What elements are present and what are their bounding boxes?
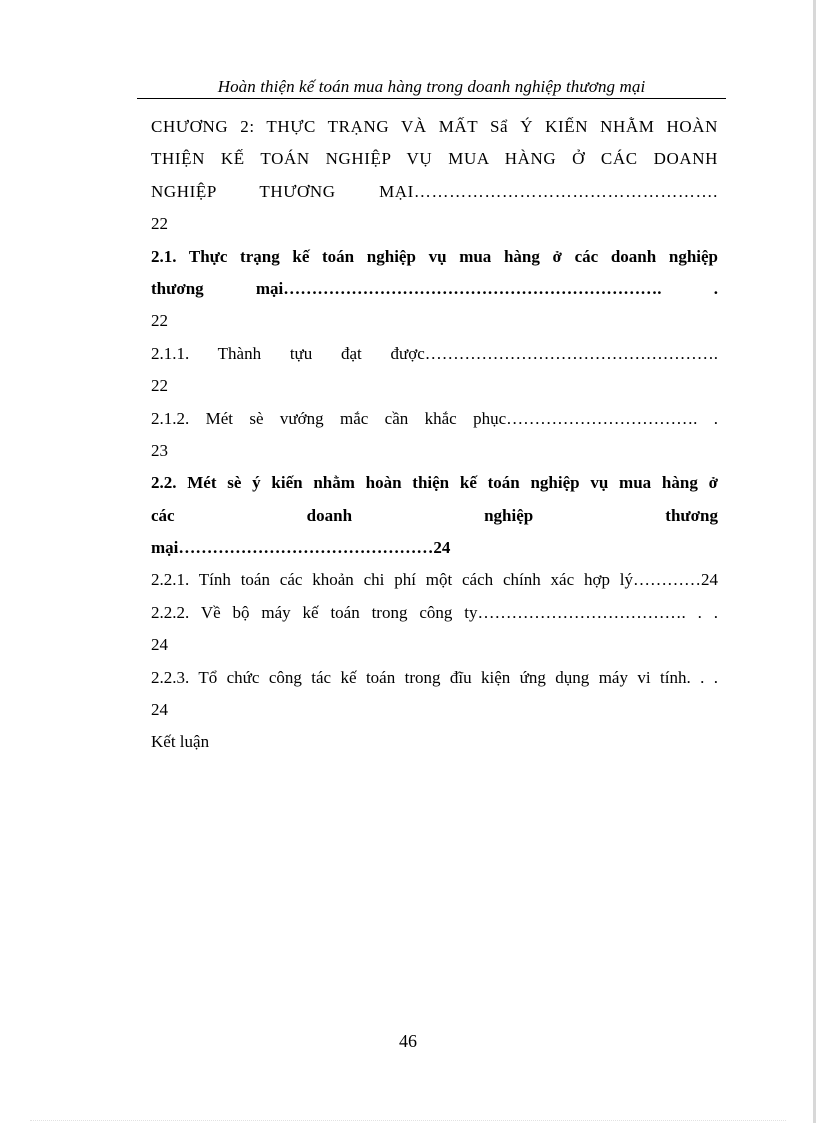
toc-line-chapter-2-part-3: NGHIỆP THƯƠNG MẠI……………………………………………. [151,181,718,201]
running-header: Hoàn thiện kế toán mua hàng trong doanh nghiệp thương mại [137,76,726,99]
toc-line-section-2-2-part-2: các doanh nghiệp thương [151,505,718,525]
toc-page-number: 22 [151,214,168,234]
toc-line-section-2-2-1: 2.2.1. Tính toán các khoản chi phí một cách chính xác hợp lý…………24 [151,570,718,590]
toc-page-number: 24 [151,700,168,720]
toc-line-section-2-2-2: 2.2.2. Về bộ máy kế toán trong công ty………………………………. . . [151,602,718,622]
toc-line-section-2-2-3: 2.2.3. Tổ chức công tác kế toán trong đĩu kiện ứng dụng máy vi tính. . . [151,667,718,687]
toc-page-number: 23 [151,440,168,460]
toc-page-number: 22 [151,311,168,331]
page-number: 46 [399,1031,417,1051]
footer-divider [30,1120,786,1122]
table-of-contents [151,111,718,759]
toc-line-section-2-1-part-1: 2.1. Thực trạng kế toán nghiệp vụ mua hàng ở các doanh nghiệp [151,246,718,266]
toc-line-chapter-2-part-2: THIỆN KẾ TOÁN NGHIỆP VỤ MUA HÀNG Ở CÁC DOANH [151,149,718,169]
toc-line-section-2-1-1: 2.1.1. Thành tựu đạt được……………………………………………. [151,343,718,363]
toc-line-conclusion: Kết luận [151,732,210,752]
toc-line-chapter-2-part-1: CHƯƠNG 2: THỰC TRẠNG VÀ MẤT Sẩ Ý KIẾN NHẰM HOÀN [151,117,718,136]
toc-line-section-2-2-part-1: 2.2. Mét sè ý kiến nhằm hoàn thiện kế toán nghiệp vụ mua hàng ở [151,473,718,493]
toc-line-section-2-2-part-3: mại………………………………………24 [151,538,451,558]
toc-line-section-2-1-part-2: thương mại…………………………………………………………. . [151,278,718,298]
toc-line-section-2-1-2: 2.1.2. Mét sè vướng mắc cần khắc phục……………………………. . [151,408,718,428]
toc-page-number: 22 [151,376,168,396]
toc-page-number: 24 [151,635,168,655]
